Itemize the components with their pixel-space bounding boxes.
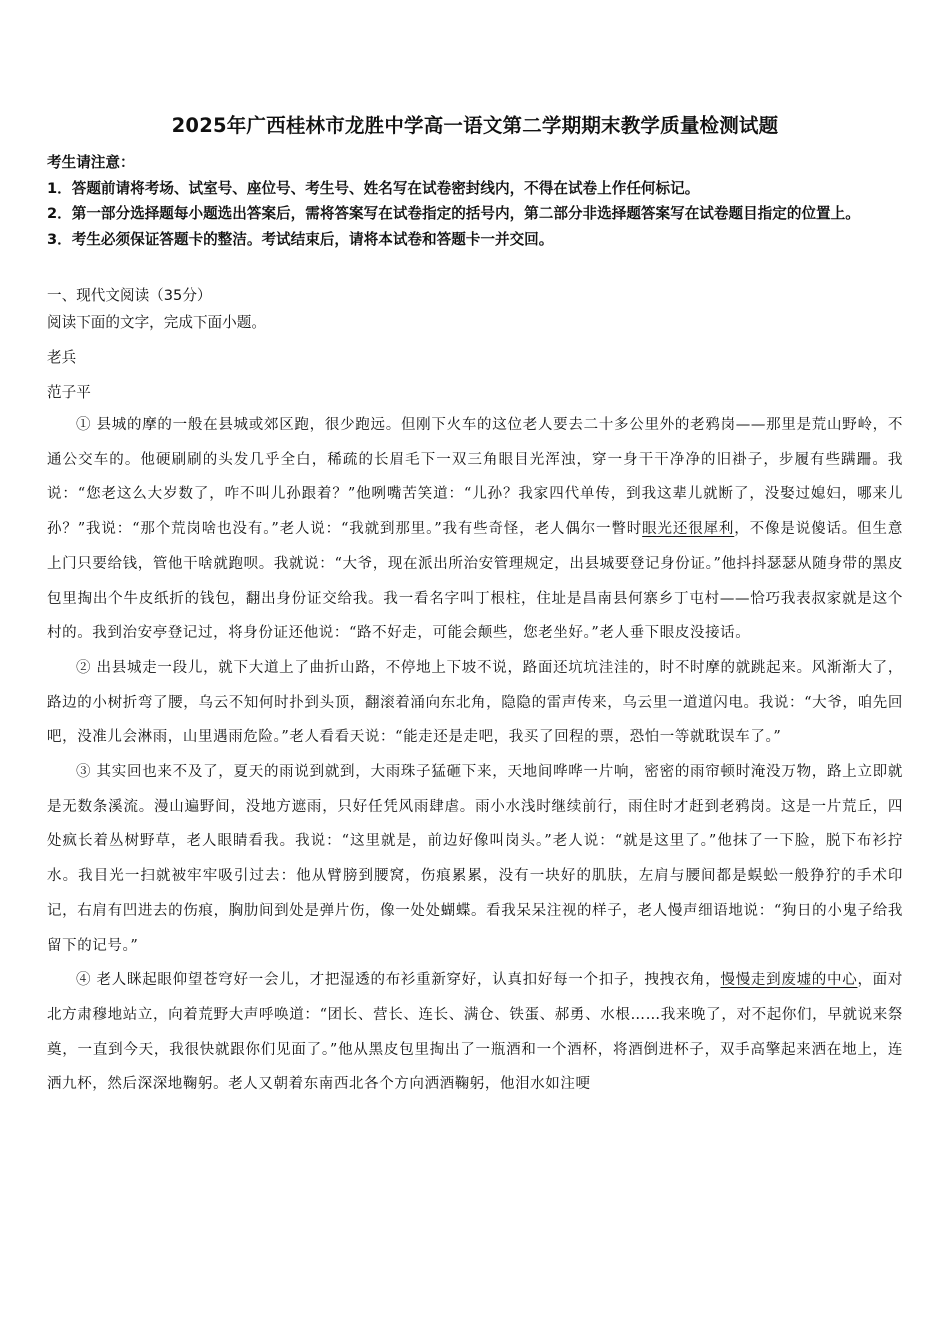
paragraph-1 (47, 408, 903, 651)
notice-item-1: 1．答题前请将考场、试室号、座位号、考生号、姓名写在试卷密封线内，不得在试卷上作任何标记。 (47, 179, 700, 197)
paragraph-1-text-a: ① 县城的摩的一般在县城或郊区跑，很少跑远。但刚下火车的这位老人要去二十多公里外的老鸦岗——那里是荒山野岭，不通公交车的。他硬刷刷的头发几乎全白，稀疏的长眉毛下一双三角眼目光浑浊，穿一身干干净净的旧褂子，步履有些蹒跚。我说：“您老这么大岁数了，咋不叫儿孙跟着？”他咧嘴苦笑道：“儿孙？我家四代单传，到我这辈儿就断了，没娶过媳妇，哪来儿孙？”我说：“那个荒岗啥也没有。”老人说：“我就到那里。”我有些奇怪，老人偶尔一瞥时 (47, 417, 903, 538)
story-author: 范子平 (47, 384, 91, 401)
paragraph-3: ③ 其实回也来不及了，夏天的雨说到就到，大雨珠子猛砸下来，天地间哗哗一片响，密密的雨帘顿时淹没万物，路上立即就是无数条溪流。漫山遍野间，没地方遮雨，只好任凭风雨肆虐。雨小水浅时继续前行，雨住时才赶到老鸦岗。这是一片荒丘，四处疯长着丛树野草，老人眼睛看我。我说：“这里就是，前边好像叫岗头。”老人说：“就是这里了。”他抹了一下脸，脱下布衫拧水。我目光一扫就被牢牢吸引过去：他从臂膀到腰窝，伤痕累累，没有一块好的肌肤，左肩与腰间都是蜈蚣一般狰狞的手术印记，右肩有凹进去的伤痕，胸肋间到处是弹片伤，像一处处蝴蝶。看我呆呆注视的样子，老人慢声细语地说：“狗日的小鬼子给我留下的记号。” (47, 764, 903, 954)
exam-notice (47, 150, 903, 252)
underlined-phrase-1: 眼光还很犀利 (642, 521, 735, 538)
underlined-phrase-2: 慢慢走到废墟的中心 (720, 972, 858, 989)
paragraph-4 (47, 963, 903, 1102)
paragraph-1-text-b: ，不像是说傻话。但生意上门只要给钱，管他干啥就跑呗。我就说：“大爷，现在派出所治安管理规定，出县城要登记身份证。”他抖抖瑟瑟从随身带的黑皮包里掏出个牛皮纸折的钱包，翻出身份证交给我。我一看名字叫丁根柱，住址是昌南县何寨乡丁屯村——恰巧我表叔家就是这个村的。我到治安亭登记过，将身份证还他说：“路不好走，可能会颠些，您老坐好。”老人垂下眼皮没接话。 (47, 521, 903, 642)
paragraph-2: ② 出县城走一段儿，就下大道上了曲折山路，不停地上下坡不说，路面还坑坑洼洼的，时不时摩的就跳起来。风渐渐大了，路边的小树折弯了腰，乌云不知何时扑到头顶，翻滚着涌向东北角，隐隐的雷声传来，乌云里一道道闪电。我说：“大爷，咱先回吧，没准儿会淋雨，山里遇雨危险。”老人看看天说：“能走还是走吧，我买了回程的票，恐怕一等就耽误车了。” (47, 659, 903, 746)
story-title: 老兵 (47, 349, 77, 366)
notice-heading: 考生请注意： (47, 154, 135, 171)
notice-item-2: 2．第一部分选择题每小题选出答案后，需将答案写在试卷指定的括号内，第二部分非选择题答案写在试卷题目指定的位置上。 (47, 205, 860, 222)
section-heading: 一、现代文阅读（35分） (47, 287, 212, 304)
exam-title: 2025年广西桂林市龙胜中学高一语文第二学期期末教学质量检测试题 (171, 114, 779, 137)
notice-item-3: 3．考生必须保证答题卡的整洁。考试结束后，请将本试卷和答题卡一并交回。 (47, 230, 554, 248)
paragraph-4-text-b: ，面对北方肃穆地站立，向着荒野大声呼唤道：“团长、营长、连长、满仓、铁蛋、郝勇、水根……我来晚了，对不起你们，早就说来祭奠，一直到今天，我很快就跟你们见面了。”他从黑皮包里掏出了一瓶酒和一个酒杯，将酒倒进杯子，双手高擎起来洒在地上，连洒九杯，然后深深地鞠躬。老人又朝着东南西北各个方向洒酒鞠躬，他泪水如注哽 (47, 972, 903, 1093)
reading-instruction: 阅读下面的文字，完成下面小题。 (47, 314, 266, 331)
paragraph-4-text-a: ④ 老人眯起眼仰望苍穹好一会儿，才把湿透的布衫重新穿好，认真扣好每一个扣子，拽拽衣角， (76, 972, 721, 989)
